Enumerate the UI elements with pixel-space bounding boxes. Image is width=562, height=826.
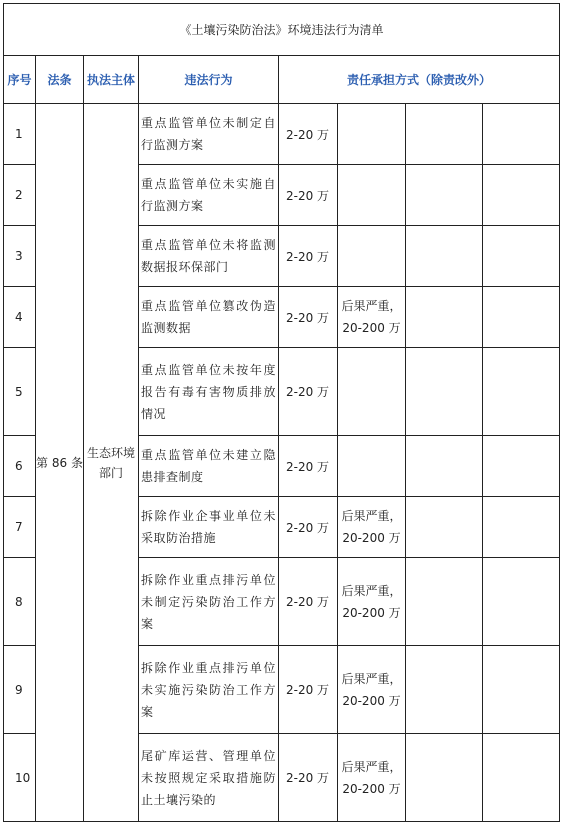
row-serious	[338, 104, 406, 165]
row-blank-cell	[483, 497, 560, 558]
row-violation: 拆除作业企事业单位未采取防治措施	[139, 497, 279, 558]
row-serious	[338, 436, 406, 497]
header-row	[4, 56, 560, 104]
row-blank-cell	[483, 226, 560, 287]
row-blank-cell	[483, 348, 560, 436]
row-serious: 后果严重，20-200 万	[338, 558, 406, 646]
agency-cell: 生态环境部门	[84, 104, 139, 822]
row-blank-cell	[483, 165, 560, 226]
row-blank-cell	[406, 226, 483, 287]
row-seq: 3	[4, 226, 36, 287]
row-serious: 后果严重，20-200 万	[338, 497, 406, 558]
row-fine: 2-20 万	[279, 165, 338, 226]
row-seq: 4	[4, 287, 36, 348]
row-blank-cell	[483, 646, 560, 734]
row-violation: 尾矿库运营、管理单位未按照规定采取措施防止土壤污染的	[139, 734, 279, 822]
row-blank-cell	[483, 558, 560, 646]
row-blank-cell	[406, 558, 483, 646]
table-title: 《土壤污染防治法》环境违法行为清单	[4, 4, 560, 56]
row-blank-cell	[483, 734, 560, 822]
row-blank-cell	[483, 436, 560, 497]
header-liability: 责任承担方式（除责改外）	[279, 56, 560, 104]
row-serious	[338, 226, 406, 287]
row-blank-cell	[406, 436, 483, 497]
row-serious	[338, 348, 406, 436]
row-seq: 8	[4, 558, 36, 646]
row-fine: 2-20 万	[279, 497, 338, 558]
row-seq: 5	[4, 348, 36, 436]
row-fine: 2-20 万	[279, 436, 338, 497]
row-serious	[338, 165, 406, 226]
row-seq: 1	[4, 104, 36, 165]
row-fine: 2-20 万	[279, 558, 338, 646]
row-blank-cell	[483, 287, 560, 348]
row-violation: 重点监管单位未制定自行监测方案	[139, 104, 279, 165]
row-blank-cell	[406, 497, 483, 558]
row-seq: 9	[4, 646, 36, 734]
header-seq: 序号	[4, 56, 36, 104]
row-violation: 重点监管单位未将监测数据报环保部门	[139, 226, 279, 287]
violation-table	[3, 3, 560, 822]
row-violation: 重点监管单位未实施自行监测方案	[139, 165, 279, 226]
row-blank-cell	[483, 104, 560, 165]
row-violation: 重点监管单位未建立隐患排查制度	[139, 436, 279, 497]
row-violation: 重点监管单位未按年度报告有毒有害物质排放情况	[139, 348, 279, 436]
row-seq: 2	[4, 165, 36, 226]
row-serious: 后果严重，20-200 万	[338, 287, 406, 348]
header-violation: 违法行为	[139, 56, 279, 104]
row-blank-cell	[406, 646, 483, 734]
row-blank-cell	[406, 348, 483, 436]
row-blank-cell	[406, 104, 483, 165]
row-fine: 2-20 万	[279, 646, 338, 734]
row-fine: 2-20 万	[279, 226, 338, 287]
table-row	[4, 104, 560, 165]
row-violation: 拆除作业重点排污单位未实施污染防治工作方案	[139, 646, 279, 734]
row-fine: 2-20 万	[279, 348, 338, 436]
article-cell: 第 86 条	[36, 104, 84, 822]
row-serious: 后果严重，20-200 万	[338, 734, 406, 822]
row-fine: 2-20 万	[279, 104, 338, 165]
row-violation: 拆除作业重点排污单位未制定污染防治工作方案	[139, 558, 279, 646]
row-seq: 10	[4, 734, 36, 822]
row-serious: 后果严重，20-200 万	[338, 646, 406, 734]
row-blank-cell	[406, 287, 483, 348]
row-blank-cell	[406, 165, 483, 226]
header-agency: 执法主体	[84, 56, 139, 104]
row-fine: 2-20 万	[279, 287, 338, 348]
row-blank-cell	[406, 734, 483, 822]
row-fine: 2-20 万	[279, 734, 338, 822]
row-violation: 重点监管单位篡改伪造监测数据	[139, 287, 279, 348]
header-article: 法条	[36, 56, 84, 104]
row-seq: 6	[4, 436, 36, 497]
row-seq: 7	[4, 497, 36, 558]
